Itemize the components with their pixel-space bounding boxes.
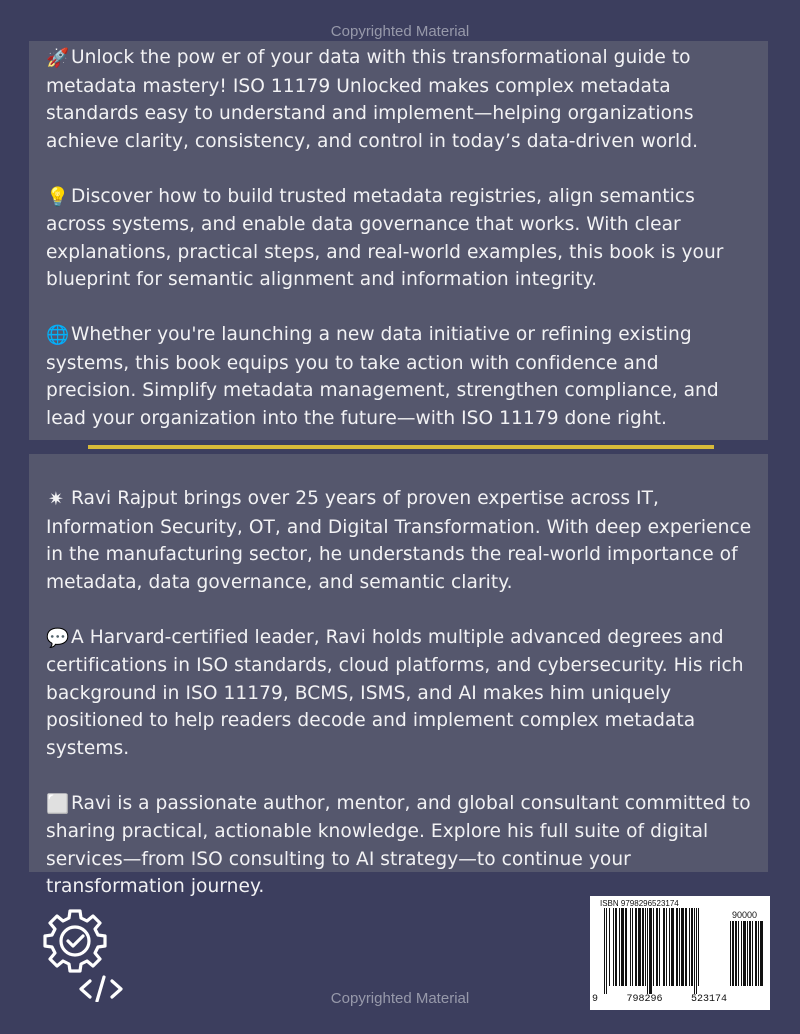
square-icon: ⬜ — [46, 793, 70, 815]
barcode-bar — [647, 908, 648, 994]
barcode-bar — [632, 908, 633, 986]
globe-icon: 🌐 — [46, 325, 70, 346]
author-paragraph-3 — [46, 790, 754, 901]
barcode-bar — [671, 908, 674, 986]
book-description-panel — [29, 41, 768, 440]
barcode-bar — [619, 908, 620, 986]
barcode-bar — [691, 908, 693, 986]
ean13-bars — [604, 908, 726, 994]
barcode-bar — [696, 908, 697, 994]
barcode-bar — [645, 908, 646, 986]
gear-code-logo-icon — [38, 902, 138, 1002]
barcode-bar — [663, 908, 665, 986]
description-paragraph-3 — [46, 321, 754, 432]
author-bio-panel — [29, 454, 768, 897]
barcode-bar — [676, 908, 678, 986]
addon-bars — [730, 921, 764, 994]
barcode-bar — [681, 908, 684, 986]
isbn-label: ISBN 9798296523174 — [600, 899, 679, 908]
barcode-bar — [669, 908, 670, 986]
barcode-bar — [613, 908, 614, 986]
isbn-digit-prefix: 9 — [592, 994, 599, 1005]
barcode-bar — [747, 921, 748, 986]
barcode-bar — [735, 921, 737, 986]
barcode-bar — [694, 908, 695, 994]
barcode-bar — [730, 921, 731, 986]
barcode-price-code: 90000 — [732, 910, 758, 920]
barcode-bar — [625, 908, 627, 986]
description-text-2: Discover how to build trusted metadata registries, align semantics across systems, and enable data governance that works. With clear explanations, practical steps, and real-world examples, this book is your blueprint for semantic alignment and information integrity. — [46, 185, 724, 290]
barcode-bar — [755, 921, 757, 986]
barcode-bar — [689, 908, 690, 986]
barcode-bar — [649, 908, 652, 994]
sparkle-icon: ✷ — [48, 489, 64, 510]
author-text-3: Ravi is a passionate author, mentor, and global consultant committed to sharing practical, actionable knowledge. Explore his full suite of digital services—from ISO consulting to AI strategy—to continue your transformation journey. — [46, 792, 751, 897]
barcode-bar — [685, 908, 687, 986]
author-text-1: Ravi Rajput brings over 25 years of proven expertise across IT, Information Security, OT, and Digital Transformation. With deep experience in the manufacturing sector, he understands the real-world importance of metadata, data governance, and semantic clarity. — [46, 488, 752, 593]
barcode-bar — [741, 921, 742, 986]
author-paragraph-1 — [46, 485, 754, 596]
barcode-bar — [666, 908, 667, 986]
barcode-bar — [659, 908, 660, 986]
speech-bubble-icon: 💬 — [46, 627, 70, 649]
barcode-bar — [630, 908, 631, 986]
lightbulb-icon: 💡 — [46, 186, 70, 208]
barcode-bar — [656, 908, 658, 986]
description-text-3: Whether you're launching a new data initiative or refining existing systems, this book equips you to take action with confidence and precision. Simplify metadata management, strengthen compliance, and lead your organization into the future—with ISO 11179 done right. — [46, 324, 719, 429]
barcode-bar — [615, 908, 617, 986]
description-paragraph-1 — [46, 44, 754, 155]
barcode-bar — [758, 921, 759, 986]
barcode-bar — [635, 908, 637, 986]
isbn-digit-group-left: 798296 — [626, 994, 663, 1005]
barcode-bar — [621, 908, 624, 986]
barcode-bar — [698, 908, 699, 986]
barcode-bar — [738, 921, 739, 986]
barcode-bar — [606, 908, 607, 994]
author-text-2: A Harvard-certified leader, Ravi holds multiple advanced degrees and certifications in ISO standards, cloud platforms, and cybersecurity. His rich background in ISO 11179, BCMS, ISMS, and AI makes him uniquely positioned to help readers decode and implement complex metadata systems. — [46, 626, 744, 759]
section-divider — [88, 445, 714, 449]
barcode-bar — [679, 908, 680, 986]
barcode-bar — [604, 908, 605, 994]
barcode-bar — [749, 921, 751, 986]
description-text-1: Unlock the pow er of your data with this transformational guide to metadata mastery! ISO 11179 Unlocked makes complex metadata standards easy to understand and implement—helping organizations achieve clarity, consistency, and control in today’s data-driven world. — [46, 47, 699, 152]
barcode-bar — [653, 908, 654, 986]
isbn-digit-group-right: 523174 — [690, 994, 727, 1005]
rocket-icon: 🚀 — [46, 48, 70, 69]
barcode-bar — [638, 908, 641, 986]
barcode-bar — [609, 908, 610, 986]
description-paragraph-2 — [46, 183, 754, 294]
copyright-watermark-top: Copyrighted Material — [330, 23, 470, 40]
barcode-bar — [760, 921, 763, 986]
barcode-bar — [743, 921, 746, 986]
barcode-bar — [752, 921, 753, 986]
barcode-bar — [732, 921, 734, 986]
author-paragraph-2 — [46, 624, 754, 763]
barcode-bar — [642, 908, 644, 986]
copyright-watermark-bottom: Copyrighted Material — [330, 990, 470, 1007]
